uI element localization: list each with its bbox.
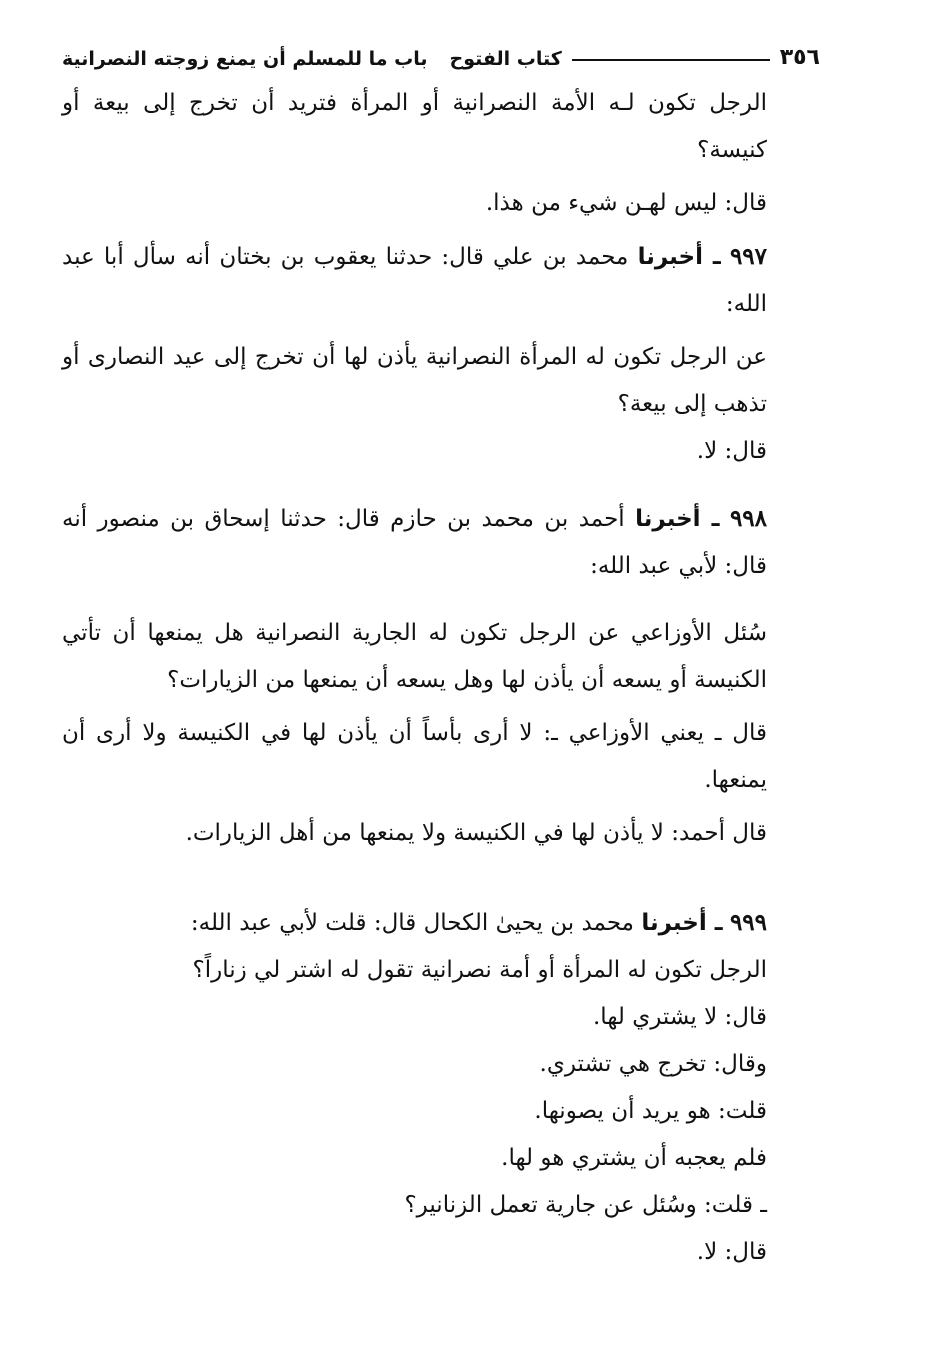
page-number: ٣٥٦ bbox=[779, 45, 820, 70]
hadith-number: ٩٩٨ bbox=[729, 505, 768, 532]
hadith-number: ٩٩٩ bbox=[729, 909, 767, 936]
hadith-999: ٩٩٩ ـ أخبرنا محمد بن يحيىٰ الكحال قال: قلت لأبي عبد الله: bbox=[190, 909, 767, 936]
hadith-lead: أخبرنا bbox=[641, 910, 707, 936]
hadith-997: ٩٩٧ ـ أخبرنا محمد بن علي قال: حدثنا يعقوب بن بختان أنه سأل أبا عبد الله: bbox=[62, 243, 768, 317]
paragraph: ـ قلت: وسُئل عن جارية تعمل الزنانير؟ bbox=[404, 1192, 767, 1218]
hadith-text: أحمد بن محمد بن حازم قال: حدثنا إسحاق بن منصور أنه قال: لأبي عبد الله: bbox=[62, 506, 767, 579]
paragraph: الرجل تكون له المرأة أو أمة نصرانية تقول له اشتر لي زناراً؟ bbox=[192, 957, 767, 983]
paragraph: قال أحمد: لا يأذن لها في الكنيسة ولا يمنعها من أهل الزيارات. bbox=[185, 820, 767, 846]
book-title: كتاب الفتوح bbox=[449, 48, 562, 70]
paragraph: عن الرجل تكون له المرأة النصرانية يأذن لها أن تخرج إلى عيد النصارى أو تذهب إلى بيعة؟ bbox=[62, 344, 767, 417]
paragraph: قال: لا. bbox=[696, 1239, 767, 1265]
hadith-number: ٩٩٧ bbox=[729, 243, 768, 270]
hadith-text: محمد بن يحيىٰ الكحال قال: قلت لأبي عبد الله: bbox=[190, 910, 634, 936]
hadith-text: محمد بن علي قال: حدثنا يعقوب بن بختان أنه سأل أبا عبد الله: bbox=[62, 244, 767, 317]
body-text bbox=[62, 80, 822, 1276]
hadith-lead: أخبرنا bbox=[635, 506, 701, 532]
paragraph: قلت: هو يريد أن يصونها. bbox=[534, 1098, 767, 1124]
paragraph: قال: لا يشتري لها. bbox=[593, 1004, 767, 1030]
paragraph: قال ـ يعني الأوزاعي ـ: لا أرى بأساً أن يأذن لها في الكنيسة ولا أرى أن يمنعها. bbox=[62, 720, 767, 793]
hadith-lead: أخبرنا bbox=[637, 244, 704, 270]
running-header bbox=[62, 32, 820, 70]
paragraph: وقال: تخرج هي تشتري. bbox=[539, 1051, 767, 1077]
header-rule bbox=[572, 59, 770, 61]
paragraph: الرجل تكون لـه الأمة النصرانية أو المرأة فتريد أن تخرج إلى بيعة أو كنيسة؟ bbox=[62, 90, 767, 163]
paragraph: قال: ليس لهـن شيء من هذا. bbox=[485, 190, 767, 216]
hadith-998: ٩٩٨ ـ أخبرنا أحمد بن محمد بن حازم قال: حدثنا إسحاق بن منصور أنه قال: لأبي عبد الله: bbox=[62, 505, 768, 579]
chapter-title: باب ما للمسلم أن يمنع زوجته النصرانية bbox=[62, 48, 428, 70]
paragraph: فلم يعجبه أن يشتري هو لها. bbox=[501, 1145, 767, 1171]
paragraph: قال: لا. bbox=[696, 438, 767, 464]
paragraph: سُئل الأوزاعي عن الرجل تكون له الجارية النصرانية هل يمنعها أن تأتي الكنيسة أو يسعه أن يأذن لها وهل يسعه أن يمنعها من الزيارات؟ bbox=[62, 620, 767, 693]
